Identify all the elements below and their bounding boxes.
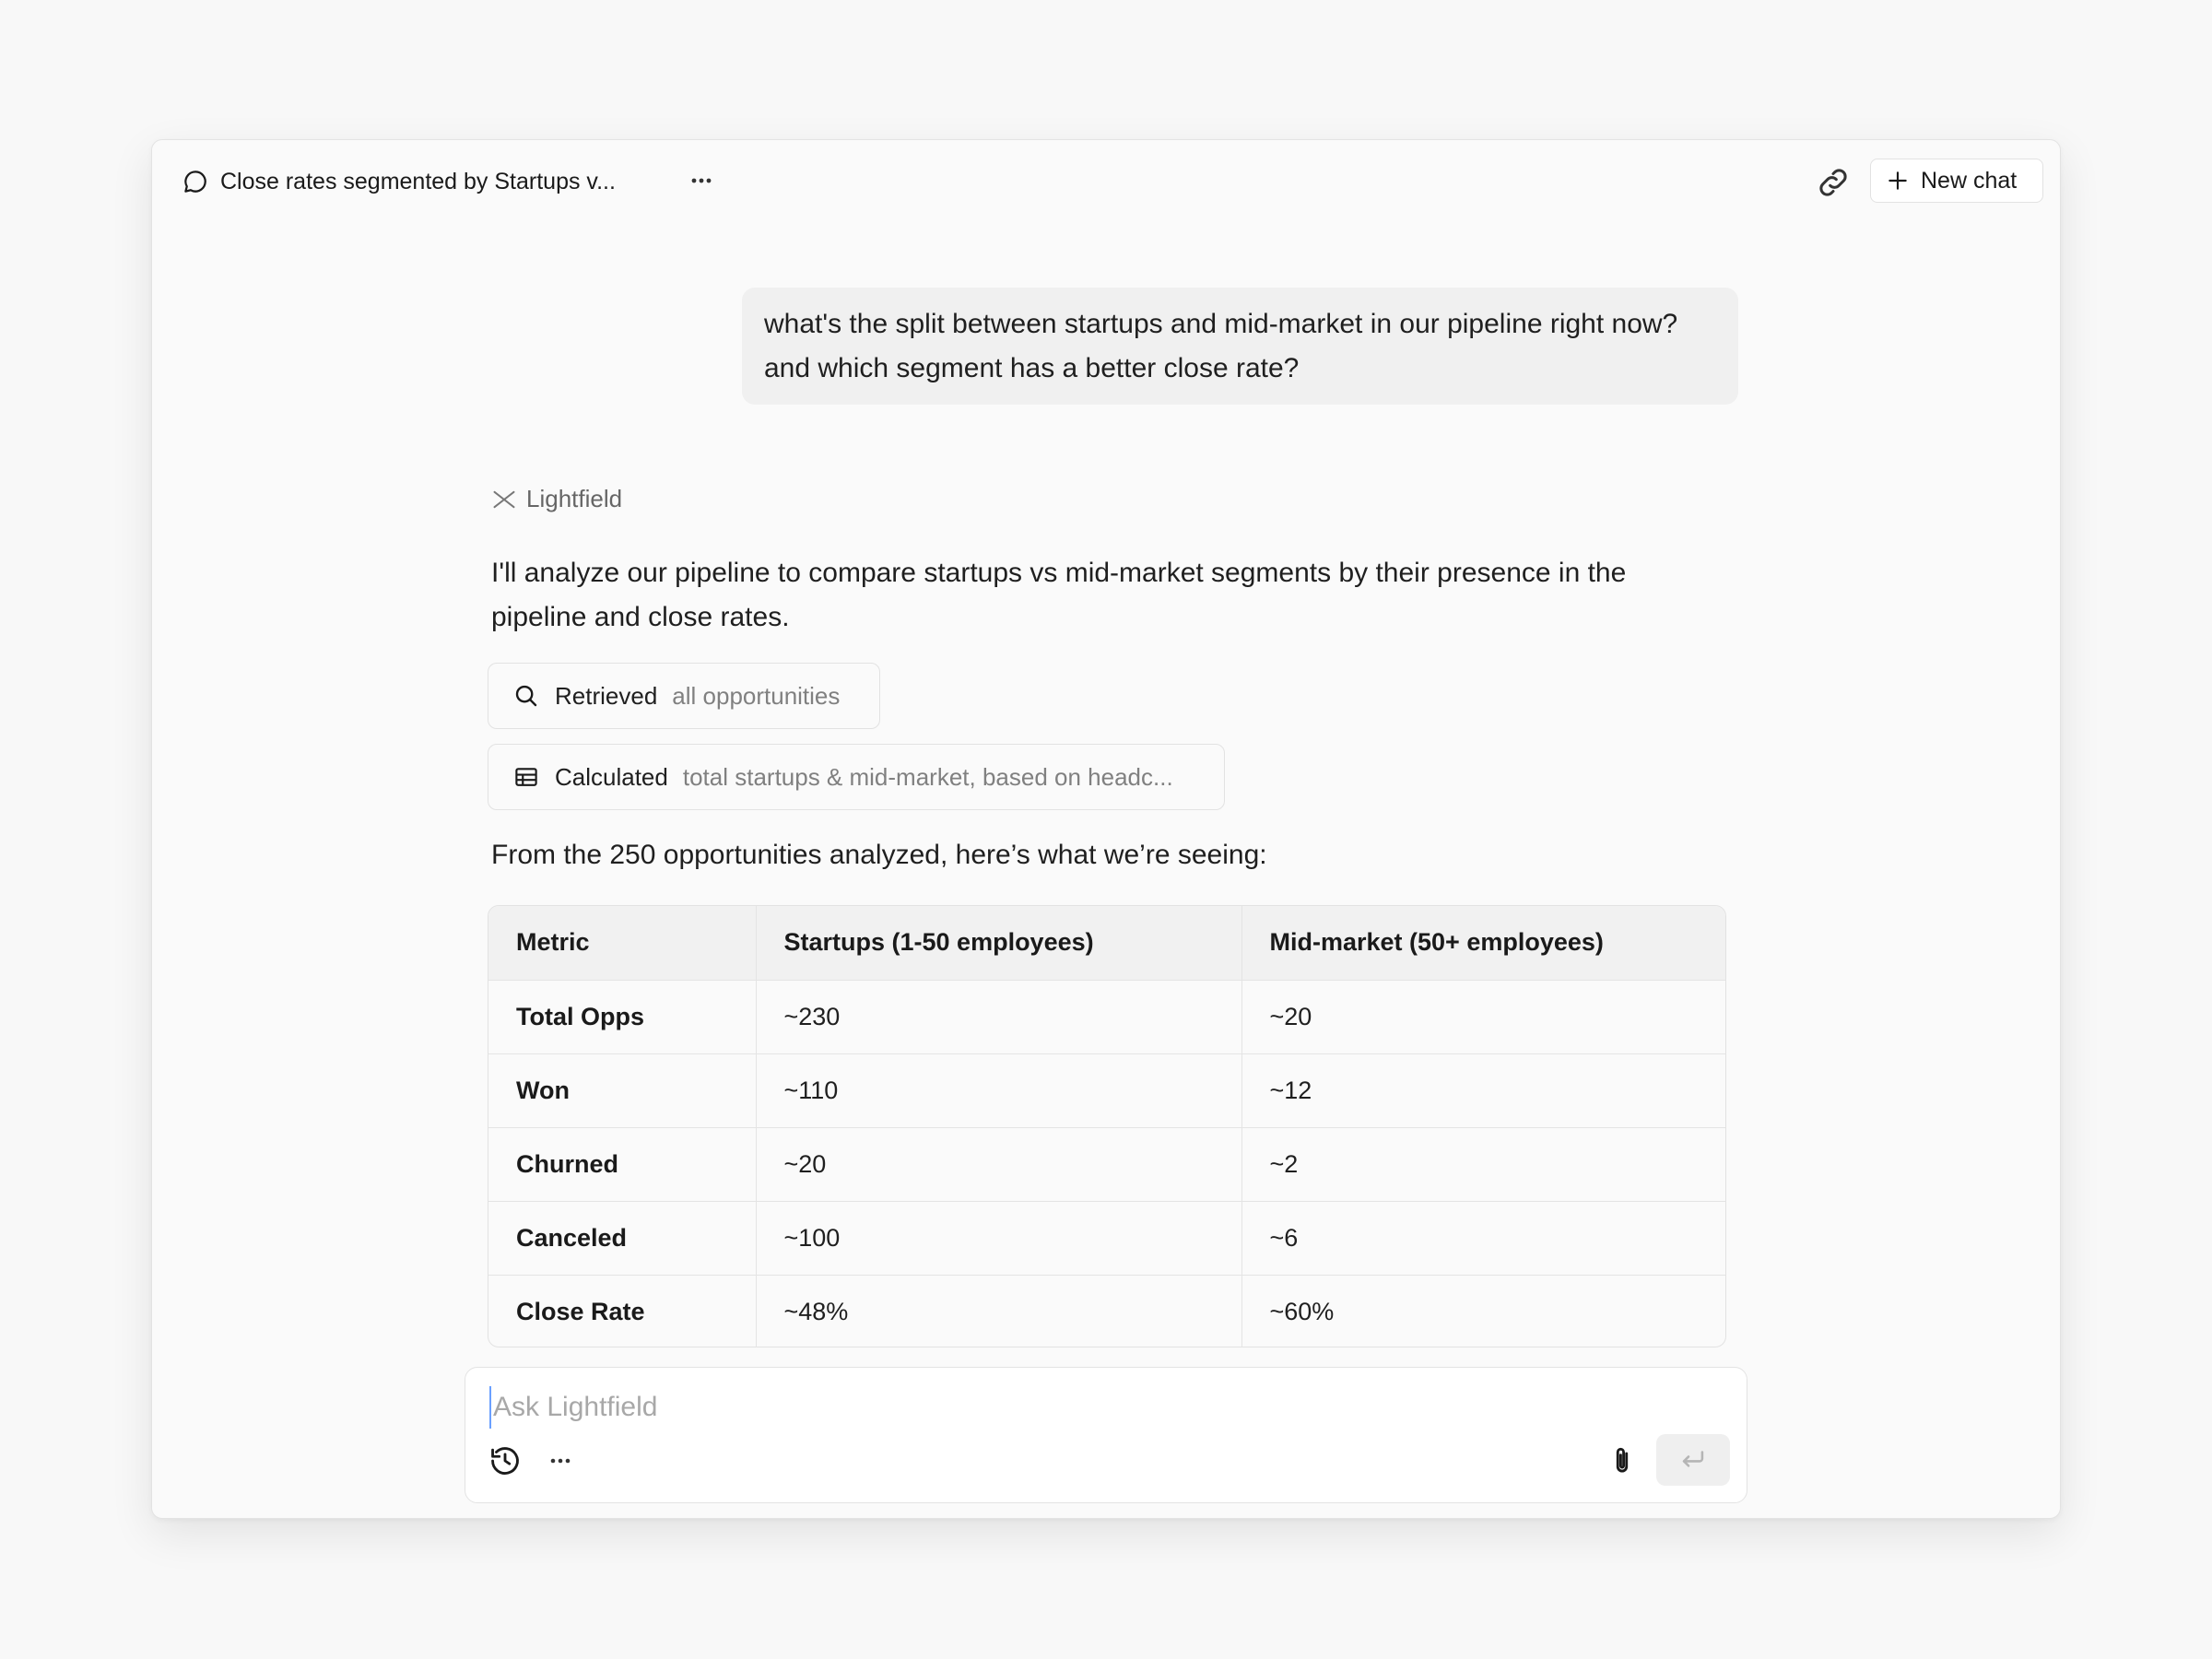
table-cell: ~100 [756,1201,1241,1275]
paperclip-icon[interactable] [1605,1443,1640,1478]
assistant-intro: I'll analyze our pipeline to compare startups vs mid-market segments by their presence in the pipeline and close rates. [491,558,1627,632]
assistant-summary: From the 250 opportunities analyzed, here’s what we’re seeing: [491,840,1267,870]
table-row [488,1053,1725,1127]
results-table [488,905,1726,1347]
message-input[interactable] [489,1386,1595,1429]
more-options-icon[interactable] [683,162,720,199]
table-cell: ~48% [756,1275,1241,1347]
plus-icon [1886,169,1910,193]
history-icon[interactable] [488,1443,523,1478]
tool-detail: all opportunities [672,681,841,710]
table-row [488,1201,1725,1275]
table-header-cell: Mid-market (50+ employees) [1241,906,1725,980]
table-cell: ~230 [756,980,1241,1053]
table-icon [512,763,540,791]
table-cell: ~20 [1241,980,1725,1053]
tool-call-retrieved[interactable] [488,663,880,729]
assistant-label [491,485,622,513]
chat-bubble-icon [182,168,209,195]
table-header-row [488,906,1725,980]
tool-call-calculated[interactable] [488,744,1225,810]
table-cell-metric: Close Rate [488,1275,756,1347]
table-cell: ~2 [1241,1127,1725,1201]
new-chat-label: New chat [1921,167,2018,194]
chat-window [151,139,2061,1519]
table-row [488,980,1725,1053]
message-composer [465,1367,1747,1503]
table-cell: ~12 [1241,1053,1725,1127]
table-row [488,1127,1725,1201]
user-message: what's the split between startups and mid-market in our pipeline right now? and which segment has a better close rate? [742,288,1738,405]
table-cell: ~60% [1269,1297,1335,1325]
share-link-icon[interactable] [1815,164,1852,201]
table-cell: ~6 [1241,1201,1725,1275]
enter-icon [1677,1444,1709,1476]
table-header-cell: Metric [488,906,756,980]
search-icon [512,682,540,710]
chat-title[interactable]: Close rates segmented by Startups v... [220,169,616,194]
chat-header [152,140,2060,223]
table-cell-metric: Canceled [488,1201,756,1275]
lightfield-logo-icon [491,487,517,512]
table-cell: ~110 [756,1053,1241,1127]
table-header-cell: Startups (1-50 employees) [756,906,1241,980]
table-row [488,1275,1725,1347]
table-cell-metric: Total Opps [488,980,756,1053]
send-button[interactable] [1656,1434,1730,1486]
composer-more-icon[interactable] [543,1443,578,1478]
tool-verb: Calculated [555,762,668,791]
tool-verb: Retrieved [555,681,658,710]
new-chat-button[interactable] [1870,159,2043,203]
assistant-name: Lightfield [526,485,623,512]
table-cell: ~20 [756,1127,1241,1201]
table-cell-metric: Won [488,1053,756,1127]
table-cell-metric: Churned [488,1127,756,1201]
tool-detail: total startups & mid-market, based on headc... [682,762,1173,791]
